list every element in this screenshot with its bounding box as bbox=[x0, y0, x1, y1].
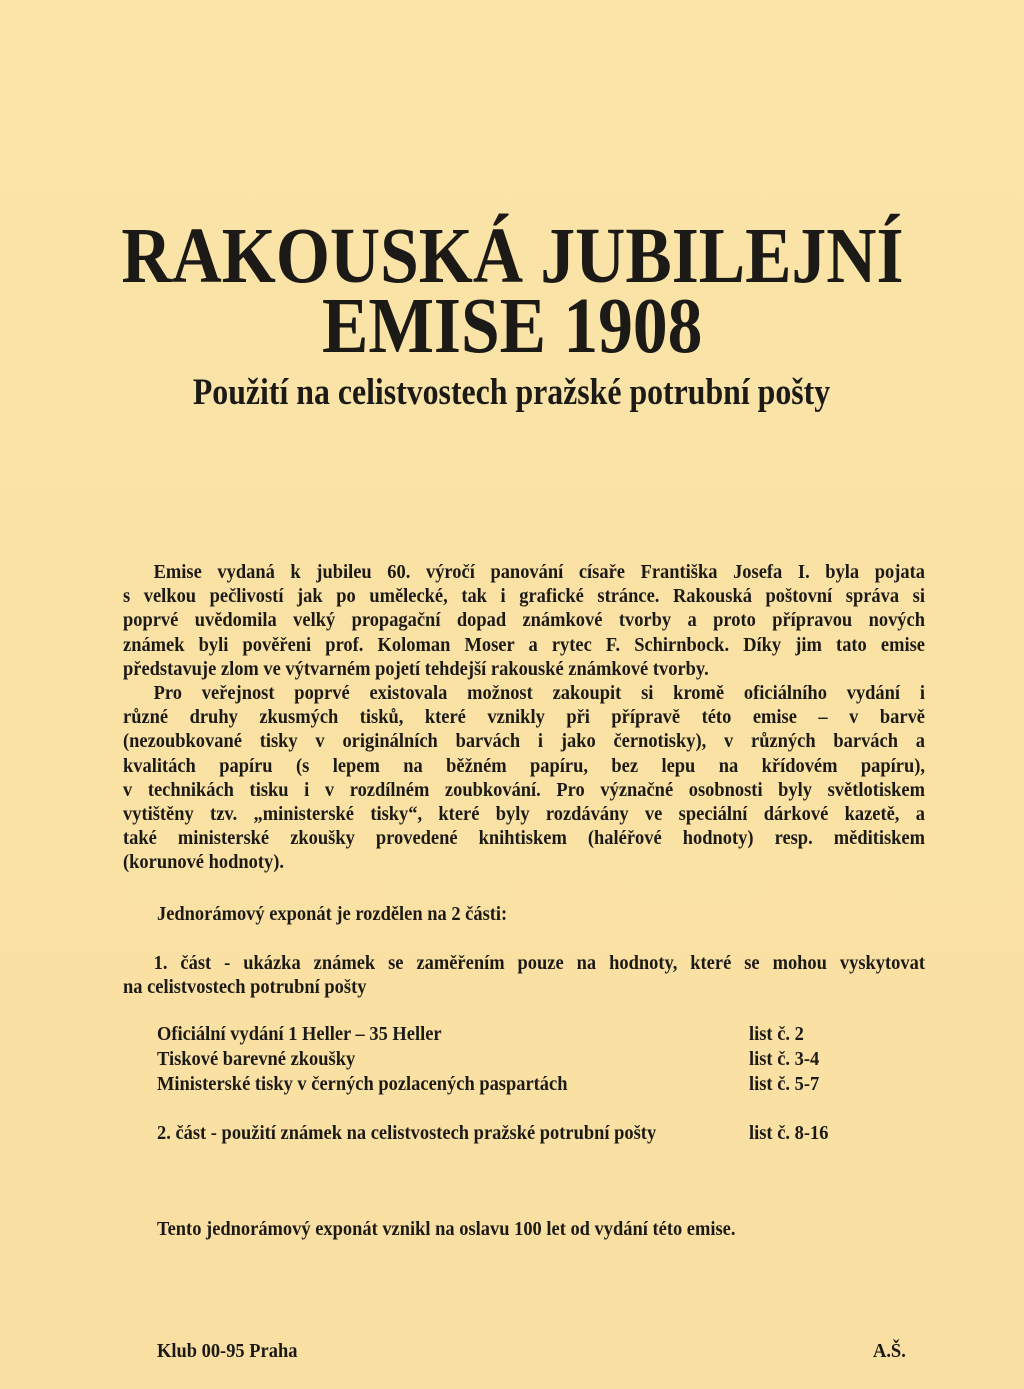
title-line-2-text: EMISE 1908 bbox=[321, 283, 703, 370]
paragraph-2-line: (nezoubkované tisky v originálních barvách i jako černotisky), v různých barvách a bbox=[123, 730, 925, 753]
part-1-line: na celistvostech potrubní pošty bbox=[123, 976, 367, 999]
paragraph-2 bbox=[123, 681, 925, 875]
contents-item-label: Ministerské tisky v černých pozlacených paspartách bbox=[157, 1073, 568, 1095]
closing-statement bbox=[157, 1217, 800, 1242]
footer-club-name-text: Klub 00-95 Praha bbox=[157, 1340, 298, 1362]
part-1-description bbox=[123, 951, 925, 999]
subtitle bbox=[0, 374, 1024, 411]
paragraph-2-line: kvalitách papíru (s lepem na běžném papíru, bez lepu na křídovém papíru), bbox=[123, 754, 925, 777]
title-line-1-text: RAKOUSKÁ JUBILEJNÍ bbox=[120, 213, 904, 300]
title-line-2 bbox=[0, 283, 1024, 370]
contents-item-sheet-ref: list č. 3-4 bbox=[749, 1048, 820, 1070]
paragraph-2-line: (korunové hodnoty). bbox=[123, 851, 284, 874]
parts-intro bbox=[157, 902, 959, 926]
contents-item bbox=[157, 1047, 857, 1072]
contents-item-label: Tiskové barevné zkoušky bbox=[157, 1048, 356, 1070]
paragraph-2-line: různé druhy zkusmých tisků, které vznikly při přípravě této emise – v barvě bbox=[123, 706, 925, 729]
contents-item-sheet-ref: list č. 2 bbox=[749, 1023, 804, 1045]
paragraph-2-line: v technikách tisku i v rozdílném zoubkování. Pro význačné osobnosti byly světlotiskem bbox=[123, 778, 925, 801]
parts-intro-text: Jednorámový exponát je rozdělen na 2 části: bbox=[157, 903, 508, 925]
subtitle-text: Použití na celistvostech pražské potrubní pošty bbox=[193, 372, 831, 413]
paragraph-2-line: také ministerské zkoušky provedené knihtiskem (haléřové hodnoty) resp. měditiskem bbox=[123, 827, 925, 850]
contents-item bbox=[157, 1022, 857, 1047]
paragraph-1-line: známek byli pověřeni prof. Koloman Moser a rytec F. Schirnbock. Díky jim tato emise bbox=[123, 633, 925, 656]
part-2-label: 2. část - použití známek na celistvostech pražské potrubní pošty bbox=[157, 1122, 657, 1144]
paragraph-1-line: poprvé uvědomila velký propagační dopad známkové tvorby a proto přípravou nových bbox=[123, 609, 925, 632]
part-2-contents-item bbox=[157, 1121, 857, 1146]
paragraph-1 bbox=[123, 560, 925, 681]
contents-item-label: Oficiální vydání 1 Heller – 35 Heller bbox=[157, 1023, 442, 1045]
paragraph-2-line: vytištěny tzv. „ministerské tisky“, které byly rozdávány ve speciální dárkové kazetě, a bbox=[123, 802, 925, 825]
contents-item-sheet-ref: list č. 5-7 bbox=[749, 1073, 820, 1095]
footer-author-initials bbox=[873, 1339, 909, 1364]
closing-statement-text: Tento jednorámový exponát vznikl na oslavu 100 let od vydání této emise. bbox=[157, 1218, 736, 1240]
paragraph-2-line: Pro veřejnost poprvé existovala možnost zakoupit si kromě oficiálního vydání i bbox=[153, 682, 925, 704]
footer-author-initials-text: A.Š. bbox=[873, 1340, 906, 1362]
contents-item bbox=[157, 1072, 857, 1097]
part-2-sheet-ref: list č. 8-16 bbox=[749, 1122, 829, 1144]
part-1-line: 1. část - ukázka známek se zaměřením pouze na hodnoty, které se mohou vyskytovat bbox=[153, 952, 925, 974]
footer-club-name bbox=[157, 1339, 313, 1364]
paragraph-1-line: představuje zlom ve výtvarném pojetí tehdejší rakouské známkové tvorby. bbox=[123, 657, 709, 680]
paragraph-1-line: Emise vydaná k jubileu 60. výročí panování císaře Františka Josefa I. byla pojata bbox=[153, 561, 925, 583]
part-1-contents-list bbox=[157, 1022, 857, 1097]
paragraph-1-line: s velkou pečlivostí jak po umělecké, tak i grafické stránce. Rakouská poštovní správa si bbox=[123, 585, 925, 608]
